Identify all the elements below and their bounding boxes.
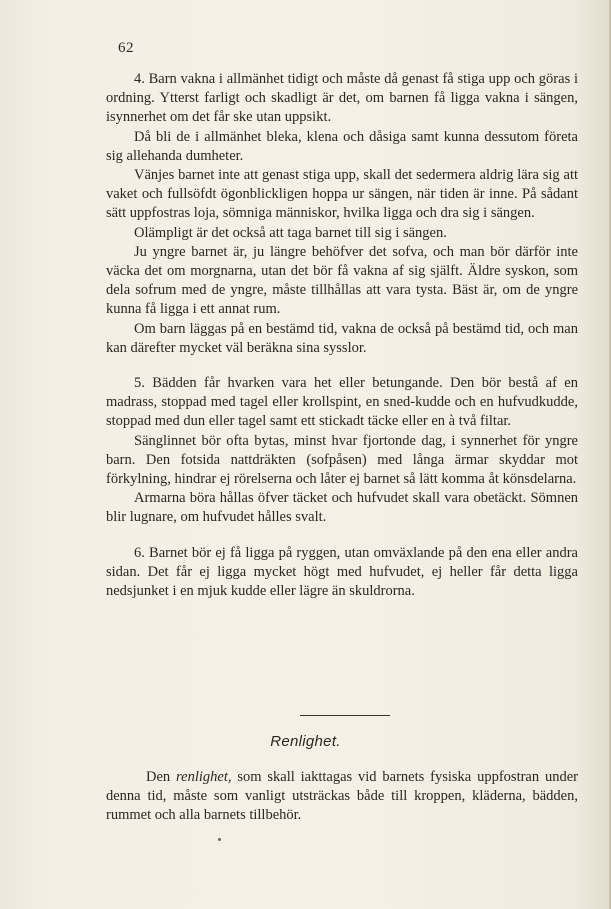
closing-text-start: Den xyxy=(146,769,177,785)
paragraph-4-intro: 4. Barn vakna i allmänhet tidigt och måste då genast få stiga upp och göras i ordning. Ytterst farligt och skadligt är det, om barnen få ligga vakna i sängen, isynnerhet om det får ske utan uppsikt. xyxy=(106,71,578,126)
paragraph-4-routine: Om barn läggas på en bestämd tid, vakna de också på bestämd tid, och man kan därefter mycket väl beräkna sina sysslor. xyxy=(106,320,578,356)
closing-paragraph xyxy=(106,768,578,826)
closing-emphasis: renlighet, xyxy=(176,769,232,785)
paragraph-5-bedding: 5. Bädden får hvarken vara het eller betungande. Den bör bestå af en madrass, stoppad med tagel eller krollspint, en sned-kudde och en hufvudkudde, stoppad med dun eller tagel samt ett stickadt täcke eller en à två filtar. xyxy=(106,375,578,430)
paragraph-4-bed: Olämpligt är det också att taga barnet till sig i sängen. xyxy=(134,224,447,241)
body-text xyxy=(106,70,578,601)
paragraph-4-habit: Vänjes barnet inte att genast stiga upp, skall det sedermera aldrig lära sig att vaket och fullsöfdt ögonblickligen hoppa ur sängen, när tiden är inne. På sådant sätt uppfostras loja, sömniga människor, hvilka ligga och dra sig i sängen. xyxy=(106,167,578,222)
paragraph-4-sleep: Ju yngre barnet är, ju längre behöfver det sofva, och man bör därför inte väcka det om morgnarna, utan det bör få vakna af sig själft. Äldre syskon, som dela sofrum med de yngre, måste tillhållas att vara tysta. Bäst är, om de yngre kunna få ligga i ett annat rum. xyxy=(106,243,578,318)
paragraph-6-position: 6. Barnet bör ej få ligga på ryggen, utan omväxlande på den ena eller andra sidan. Det får ej ligga mycket högt med hufvudet, ej heller får detta ligga nedsjunket i en mjuk kudde eller lägre än skuldrorna. xyxy=(106,544,578,600)
paragraph-4-pale: Då bli de i allmänhet bleka, klena och dåsiga samt kunna dessutom företa sig allehanda dumheter. xyxy=(106,128,578,164)
section-divider xyxy=(300,715,390,716)
closing-text-end: som skall iakttagas vid barnets fysiska uppfostran under denna tid, måste som vanligt utsträckas både till kroppen, kläderna, bädden, rummet och alla barnets tillbehör. xyxy=(106,769,578,824)
page-number: 62 xyxy=(118,40,134,56)
paragraph-5-arms: Armarna böra hållas öfver täcket och hufvudet skall vara obetäckt. Sömnen blir lugnare, om hufvudet hålles svalt. xyxy=(106,490,578,526)
ink-speck xyxy=(218,838,221,841)
section-heading: Renlighet. xyxy=(270,733,341,750)
paragraph-5-linen: Sänglinnet bör ofta bytas, minst hvar fjortonde dag, i synnerhet för yngre barn. Den fotsida nattdräkten (sofpåsen) med långa ärmar skyddar mot förkylning, hindrar ej rörelserna och låter ej barnet så lätt komma åt könsdelarna. xyxy=(106,432,578,488)
